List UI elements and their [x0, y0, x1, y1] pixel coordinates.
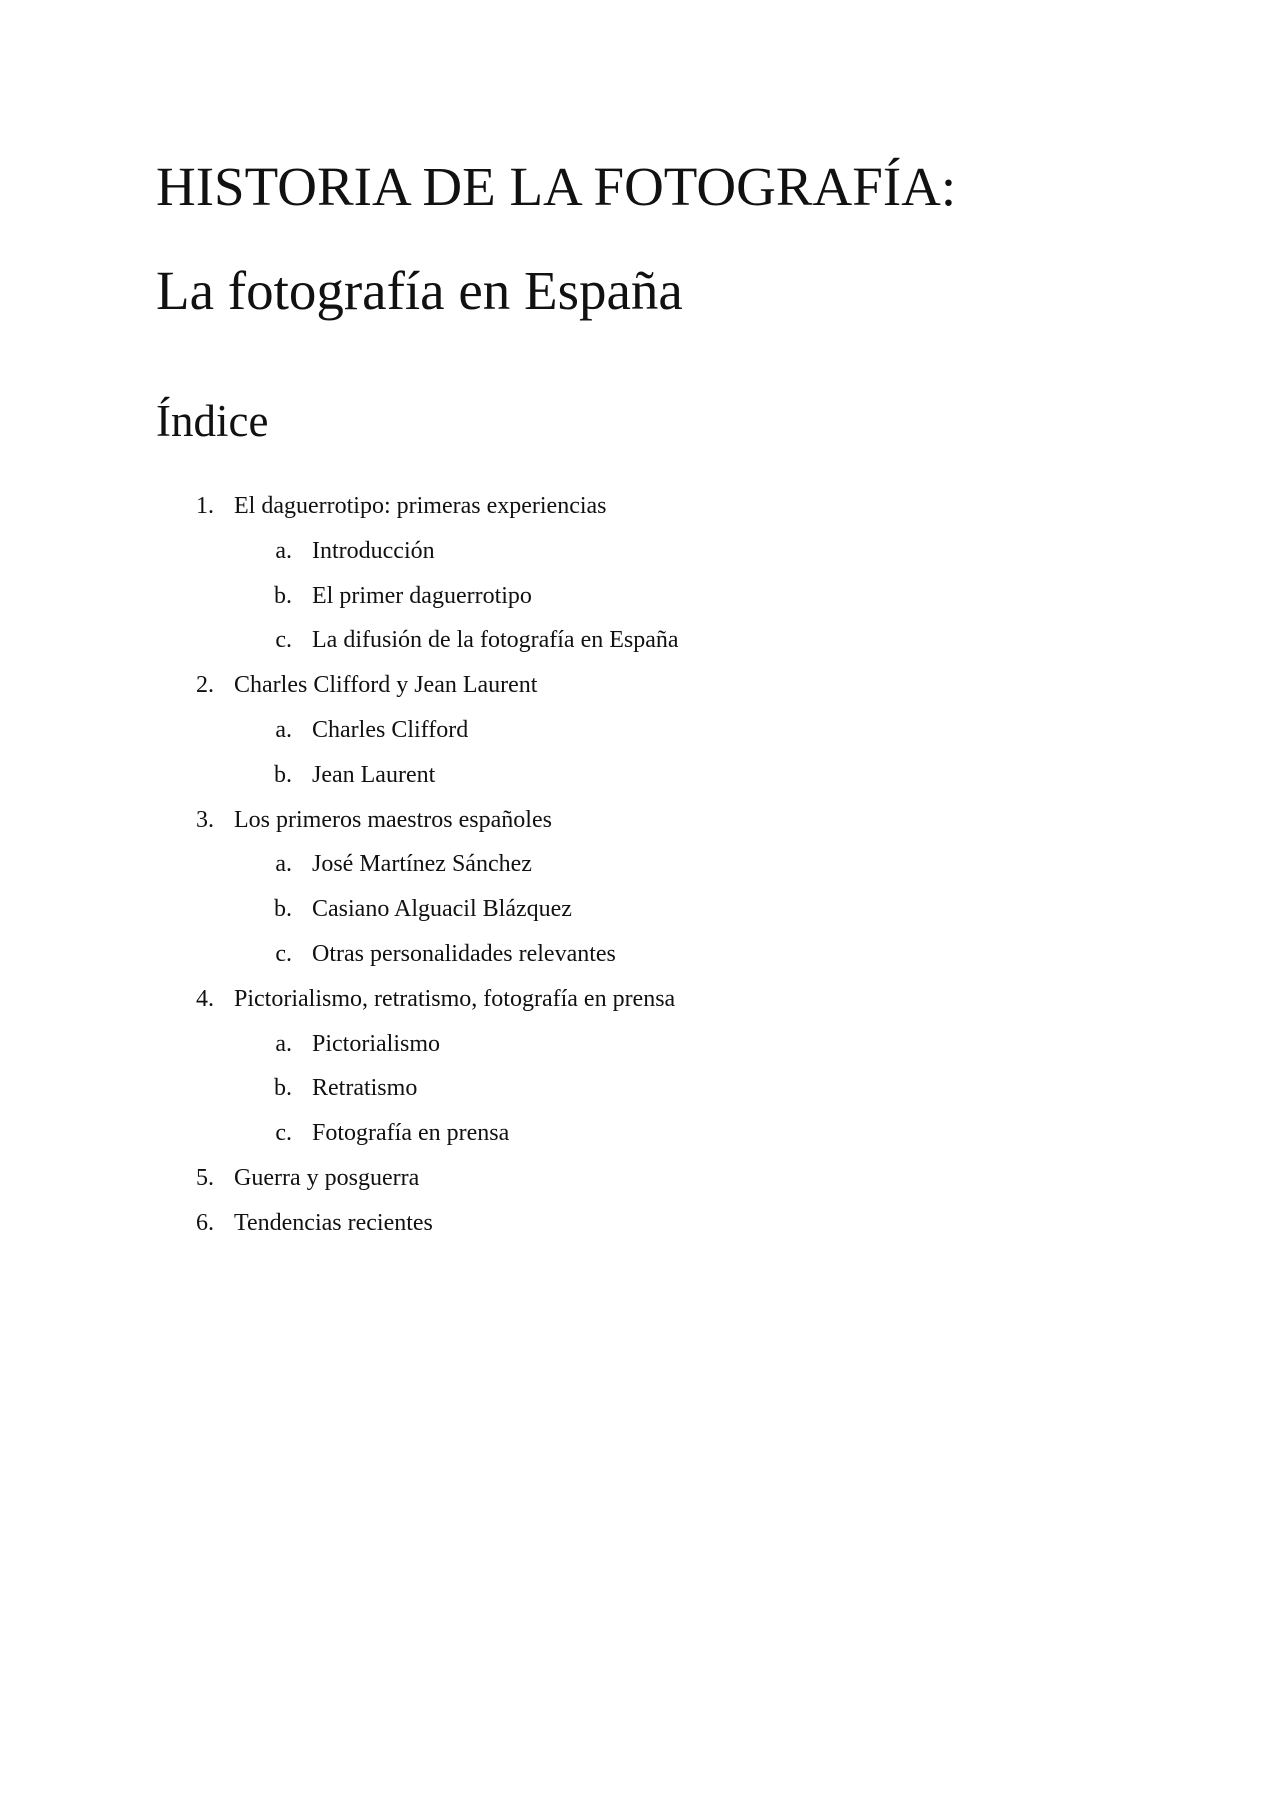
toc-item-marker: 1.	[196, 493, 214, 519]
document-title: HISTORIA DE LA FOTOGRAFÍA:	[156, 156, 957, 217]
toc-subitem-marker: b.	[274, 1075, 292, 1102]
toc-item	[0, 663, 1280, 708]
toc-heading: Índice	[156, 396, 269, 446]
toc-subitem	[0, 574, 1280, 619]
toc-subitem-label: Jean Laurent	[312, 761, 436, 788]
toc-item-label: Charles Clifford y Jean Laurent	[234, 672, 538, 699]
toc-subitem-label: José Martínez Sánchez	[312, 851, 532, 878]
toc-item	[0, 1156, 1280, 1201]
toc-item	[0, 1201, 1280, 1246]
toc-item-marker: 3.	[196, 806, 214, 833]
toc-subitem-label: Otras personalidades relevantes	[312, 940, 616, 967]
toc-subitem-label: Charles Clifford	[312, 716, 469, 743]
toc-item	[0, 484, 1280, 529]
toc-item-marker: 6.	[196, 1209, 214, 1236]
toc-subitem-marker: a.	[275, 851, 292, 878]
toc-subitem-label: La difusión de la fotografía en España	[312, 627, 679, 654]
toc-item-label: Guerra y posguerra	[234, 1164, 420, 1191]
toc-subitem-label: El primer daguerrotipo	[312, 582, 532, 609]
toc-item-label: El daguerrotipo: primeras experiencias	[234, 493, 607, 519]
toc-subitem-marker: c.	[275, 627, 292, 654]
toc-subitem	[0, 842, 1280, 887]
toc-subitem	[0, 529, 1280, 574]
toc-item	[0, 798, 1280, 843]
toc-subitem	[0, 708, 1280, 753]
toc-subitem	[0, 1066, 1280, 1111]
toc-subitem-label: Casiano Alguacil Blázquez	[312, 896, 572, 923]
toc-subitem	[0, 887, 1280, 932]
toc-subitem-marker: a.	[275, 716, 292, 743]
toc-subitem	[0, 1022, 1280, 1067]
toc-subitem-label: Pictorialismo	[312, 1030, 440, 1057]
document-subtitle: La fotografía en España	[156, 260, 683, 321]
table-of-contents	[0, 484, 1280, 1246]
toc-subitem	[0, 753, 1280, 798]
toc-subitem	[0, 1111, 1280, 1156]
toc-subitem-label: Introducción	[312, 537, 435, 564]
toc-subitem-marker: c.	[275, 940, 292, 967]
toc-subitem-marker: b.	[274, 896, 292, 923]
toc-subitem-marker: c.	[275, 1120, 292, 1147]
toc-item-label: Los primeros maestros españoles	[234, 806, 552, 833]
toc-subitem-label: Retratismo	[312, 1075, 418, 1102]
toc-item-marker: 2.	[196, 672, 214, 699]
toc-item	[0, 977, 1280, 1022]
toc-subitem-marker: b.	[274, 582, 292, 609]
toc-item-label: Pictorialismo, retratismo, fotografía en prensa	[234, 985, 676, 1012]
toc-item-marker: 4.	[196, 985, 214, 1012]
toc-item-label: Tendencias recientes	[234, 1209, 433, 1236]
toc-subitem	[0, 932, 1280, 977]
toc-subitem-marker: a.	[275, 537, 292, 564]
toc-subitem-marker: b.	[274, 761, 292, 788]
toc-item-marker: 5.	[196, 1164, 214, 1191]
toc-subitem-label: Fotografía en prensa	[312, 1120, 510, 1147]
toc-subitem	[0, 618, 1280, 663]
toc-subitem-marker: a.	[275, 1030, 292, 1057]
